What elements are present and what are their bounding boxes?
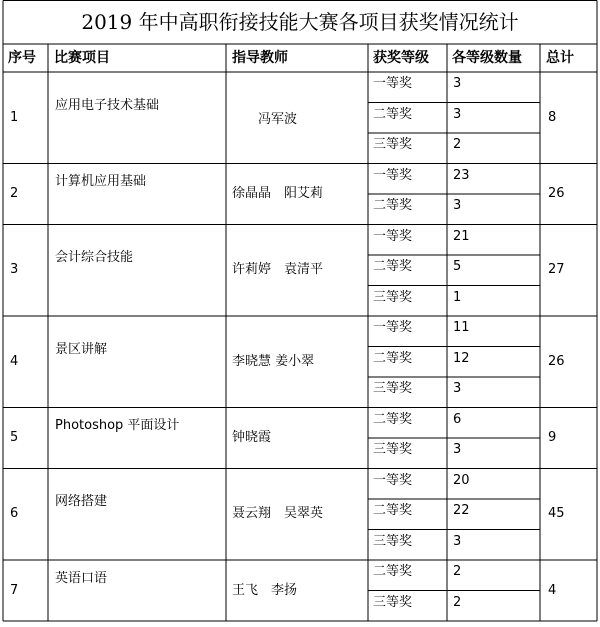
header-count: 各等级数量 [452, 50, 522, 66]
row-total: 27 [548, 262, 565, 278]
row-project: 网络搭建 [55, 494, 108, 510]
award-level: 一等奖 [373, 167, 413, 183]
award-level: 三等奖 [373, 381, 413, 396]
award-count: 3 [453, 442, 462, 457]
award-count: 3 [453, 533, 462, 549]
row-total: 26 [548, 186, 565, 201]
award-level: 二等奖 [373, 259, 413, 274]
award-level: 二等奖 [373, 198, 413, 213]
award-count: 3 [453, 106, 462, 122]
award-level: 三等奖 [373, 594, 413, 610]
award-level: 一等奖 [373, 472, 413, 488]
award-level: 一等奖 [373, 76, 413, 91]
header-project: 比赛项目 [54, 50, 110, 66]
row-project: 会计综合技能 [55, 250, 134, 266]
award-count: 12 [453, 350, 470, 366]
row-teachers: 冯军波 [258, 111, 298, 127]
row-index: 6 [10, 506, 19, 522]
award-level: 一等奖 [373, 320, 413, 335]
row-project: 景区讲解 [55, 341, 108, 357]
award-level: 二等奖 [373, 106, 413, 122]
row-teachers: 徐晶晶 阳艾莉 [232, 186, 324, 201]
award-count: 20 [453, 472, 470, 488]
award-count: 6 [453, 411, 462, 427]
row-project: 计算机应用基础 [55, 174, 147, 189]
award-level: 三等奖 [373, 137, 413, 152]
award-count: 2 [453, 594, 462, 610]
award-level: 一等奖 [373, 228, 413, 244]
row-total: 9 [548, 430, 557, 445]
row-index: 3 [10, 262, 19, 278]
award-level: 三等奖 [373, 442, 413, 457]
table-title: 2019 年中高职衔接技能大赛各项目获奖情况统计 [81, 10, 519, 34]
header-teachers: 指导教师 [232, 50, 288, 66]
row-total: 26 [548, 353, 565, 369]
row-project: Photoshop 平面设计 [55, 418, 180, 433]
row-total: 45 [548, 506, 565, 522]
header-total: 总计 [546, 50, 574, 66]
award-count: 22 [453, 503, 470, 518]
row-total: 8 [548, 109, 557, 125]
row-teachers: 聂云翔 吴翠英 [232, 506, 324, 522]
row-teachers: 钟晓霞 [232, 430, 272, 445]
row-project: 英语口语 [55, 570, 108, 586]
row-index: 1 [10, 109, 19, 125]
row-index: 2 [10, 186, 19, 201]
award-level: 三等奖 [373, 289, 413, 305]
award-count: 23 [453, 167, 470, 183]
header-index: 序号 [8, 50, 36, 66]
row-index: 4 [10, 353, 19, 369]
row-total: 4 [548, 582, 557, 598]
award-count: 3 [453, 198, 462, 213]
award-level: 二等奖 [373, 411, 413, 427]
row-project: 应用电子技术基础 [55, 97, 160, 113]
row-index: 7 [10, 582, 19, 598]
award-count: 2 [453, 564, 462, 579]
award-count: 3 [453, 381, 462, 396]
award-level: 二等奖 [373, 564, 413, 579]
award-level: 二等奖 [373, 350, 413, 366]
award-count: 1 [453, 289, 462, 305]
row-index: 5 [10, 430, 19, 445]
award-count: 21 [453, 228, 470, 244]
award-count: 11 [453, 320, 470, 335]
award-level: 三等奖 [373, 533, 413, 549]
header-level: 获奖等级 [373, 50, 429, 66]
award-count: 2 [453, 137, 462, 152]
row-teachers: 许莉婷 袁清平 [232, 262, 324, 278]
row-teachers: 李晓慧 姜小翠 [232, 353, 315, 369]
award-level: 二等奖 [373, 503, 413, 518]
row-teachers: 王飞 李扬 [232, 582, 298, 598]
award-count: 3 [453, 76, 462, 91]
award-count: 5 [453, 259, 462, 274]
